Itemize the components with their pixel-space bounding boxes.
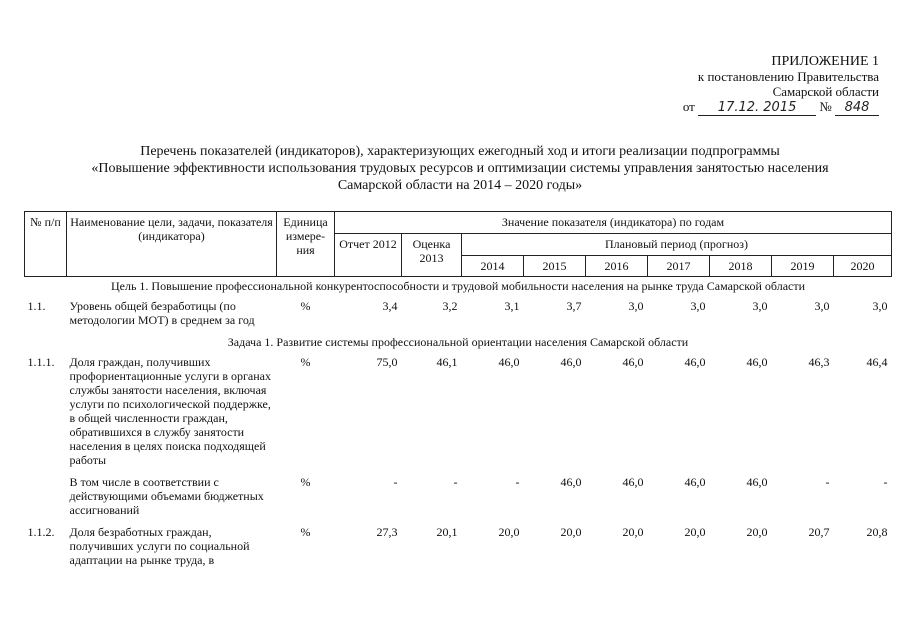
header-year: 2014 <box>462 256 524 277</box>
row-value: 3,0 <box>872 299 888 313</box>
row-value: 75,0 <box>376 355 398 369</box>
row-name: В том числе в соответствии с действующими объемами бюджетных ассигнований <box>69 475 264 517</box>
row-value: 46,0 <box>746 355 768 369</box>
row-value: 46,4 <box>866 355 888 369</box>
row-value: - <box>393 475 398 489</box>
appendix-line-2: Самарской области <box>772 84 879 99</box>
document-title <box>30 143 890 194</box>
goal-row: Цель 1. Повышение профессиональной конкурентоспособности и трудовой мобильности населения на рынке труда Самарской области <box>110 279 806 293</box>
header-report: Отчет 2012 <box>335 234 402 277</box>
header-estimate: Оценка 2013 <box>402 234 462 277</box>
row-name: Уровень общей безработицы (по методологии МОТ) в среднем за год <box>69 299 255 327</box>
row-value: 3,0 <box>628 299 644 313</box>
row-value: 46,0 <box>560 475 582 489</box>
header-year: 2020 <box>834 256 892 277</box>
header-unit: Единица измере-ния <box>277 212 335 277</box>
row-num: 1.1.2. <box>27 525 55 539</box>
row-value: 46,0 <box>622 475 644 489</box>
row-value: 46,0 <box>746 475 768 489</box>
table-row <box>25 473 892 523</box>
handwritten-number: 848 <box>835 100 879 116</box>
header-name: Наименование цели, задачи, показателя (индикатора) <box>67 212 277 277</box>
row-value: 46,0 <box>684 475 706 489</box>
header-year: 2015 <box>524 256 586 277</box>
row-unit: % <box>300 355 311 369</box>
row-num: 1.1. <box>27 299 46 313</box>
row-value: 46,1 <box>436 355 458 369</box>
header-year: 2016 <box>586 256 648 277</box>
row-num: 1.1.1. <box>27 355 55 369</box>
handwritten-date: 17.12. 2015 <box>698 100 816 116</box>
row-value: 20,0 <box>498 525 520 539</box>
row-value: 46,0 <box>498 355 520 369</box>
row-value: 46,0 <box>622 355 644 369</box>
row-unit: % <box>300 299 311 313</box>
indicators-table <box>24 211 892 573</box>
row-value: 3,4 <box>382 299 398 313</box>
row-unit: % <box>300 475 311 489</box>
appendix-block <box>619 54 879 116</box>
row-value: 20,7 <box>808 525 830 539</box>
row-value: - <box>883 475 888 489</box>
header-year: 2018 <box>710 256 772 277</box>
row-value: 20,0 <box>560 525 582 539</box>
row-value: 20,0 <box>622 525 644 539</box>
title-line-3: Самарской области на 2014 – 2020 годы» <box>337 178 583 193</box>
row-value: 3,7 <box>566 299 582 313</box>
from-label: от <box>682 99 695 114</box>
header-num: № п/п <box>25 212 67 277</box>
number-label: № <box>819 99 832 114</box>
row-num <box>25 473 67 523</box>
row-value: 3,0 <box>752 299 768 313</box>
row-value: 46,0 <box>684 355 706 369</box>
header-value-group: Значение показателя (индикатора) по годам <box>335 212 892 234</box>
appendix-title: ПРИЛОЖЕНИЕ 1 <box>771 54 879 69</box>
row-value: 46,3 <box>808 355 830 369</box>
row-value: - <box>453 475 458 489</box>
row-name: Доля граждан, получивших профориентационные услуги в органах службы занятости населения, включая услуги по психологической поддержке, в общей численности граждан, обратившихся в службу занятости населения в целях поиска подходящей работы <box>69 355 271 467</box>
row-value: 20,1 <box>436 525 458 539</box>
row-value: 20,0 <box>684 525 706 539</box>
row-value: 46,0 <box>560 355 582 369</box>
task-row: Задача 1. Развитие системы профессиональной ориентации населения Самарской области <box>227 335 689 349</box>
title-line-2: «Повышение эффективности использования трудовых ресурсов и оптимизации системы управления занятостью населения <box>91 161 829 176</box>
row-value: - <box>515 475 520 489</box>
row-value: 20,8 <box>866 525 888 539</box>
row-name: Доля безработных граждан, получивших услуги по социальной адаптации на рынке труда, в <box>69 525 250 567</box>
table-row <box>25 523 892 573</box>
row-value: 3,0 <box>690 299 706 313</box>
row-value: 3,1 <box>504 299 520 313</box>
appendix-date-line <box>619 99 879 116</box>
appendix-line-1: к постановлению Правительства <box>697 69 879 84</box>
header-plan-group: Плановый период (прогноз) <box>462 234 892 256</box>
row-value: 3,0 <box>814 299 830 313</box>
row-value: 20,0 <box>746 525 768 539</box>
header-year: 2019 <box>772 256 834 277</box>
row-unit: % <box>300 525 311 539</box>
table-row <box>25 353 892 473</box>
header-year: 2017 <box>648 256 710 277</box>
row-value: 3,2 <box>442 299 458 313</box>
row-value: 27,3 <box>376 525 398 539</box>
title-line-1: Перечень показателей (индикаторов), характеризующих ежегодный ход и итоги реализации подпрограммы <box>140 144 780 159</box>
table-row <box>25 297 892 333</box>
row-value: - <box>825 475 830 489</box>
